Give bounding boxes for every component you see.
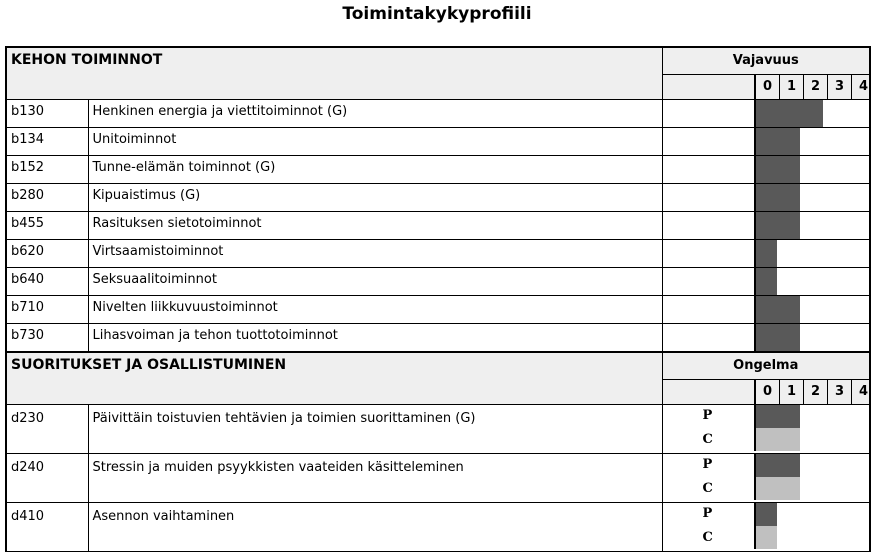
function-row — [6, 212, 870, 240]
bar-cell — [754, 454, 870, 503]
capacity-bar — [754, 526, 777, 549]
item-label: Virtsaamistoiminnot — [88, 240, 662, 268]
spacer-cell — [662, 324, 754, 353]
scale-number: 4 — [851, 380, 874, 404]
section-heading: KEHON TOIMINNOT — [6, 47, 662, 100]
page-title: Toimintakykyprofiili — [342, 4, 532, 24]
scale-number: 0 — [754, 380, 779, 404]
item-label: Rasituksen sietotoiminnot — [88, 212, 662, 240]
scale-number-group — [754, 75, 869, 99]
performance-label: P — [702, 506, 713, 521]
item-code: d240 — [6, 454, 88, 503]
item-label: Henkinen energia ja viettitoiminnot (G) — [88, 100, 662, 128]
function-row — [6, 324, 870, 353]
spacer-cell — [662, 296, 754, 324]
scale-number: 4 — [851, 75, 874, 99]
severity-bar — [754, 296, 800, 323]
item-label: Stressin ja muiden psyykkisten vaateiden käsitteleminen — [88, 454, 662, 503]
activity-row — [6, 454, 870, 503]
item-label: Seksuaalitoiminnot — [88, 268, 662, 296]
item-label: Päivittäin toistuvien tehtävien ja toimien suorittaminen (G) — [88, 405, 662, 454]
capacity-label: C — [702, 481, 713, 496]
item-code: b730 — [6, 324, 88, 353]
scale-label: Ongelma — [662, 352, 870, 380]
bar-cell — [754, 296, 870, 324]
scale-number: 1 — [779, 75, 803, 99]
pc-labels — [662, 503, 754, 552]
scale-numbers — [754, 380, 870, 405]
bar-cell — [754, 212, 870, 240]
scale-number: 2 — [803, 75, 827, 99]
scale-spacer — [662, 380, 754, 405]
bar-cell — [754, 156, 870, 184]
severity-bar — [754, 324, 800, 351]
bar-cell — [754, 503, 870, 552]
activity-row — [6, 405, 870, 454]
bar-cell — [754, 268, 870, 296]
bar-cell — [754, 240, 870, 268]
spacer-cell — [662, 268, 754, 296]
spacer-cell — [662, 184, 754, 212]
item-code: d410 — [6, 503, 88, 552]
item-code: b280 — [6, 184, 88, 212]
section-header-row — [6, 352, 870, 380]
item-code: b620 — [6, 240, 88, 268]
capacity-bar — [754, 428, 800, 451]
function-row — [6, 184, 870, 212]
item-code: b710 — [6, 296, 88, 324]
profile-table — [5, 46, 871, 552]
capacity-label: C — [702, 432, 713, 447]
section-heading: SUORITUKSET JA OSALLISTUMINEN — [6, 352, 662, 405]
scale-numbers — [754, 75, 870, 100]
item-code: b130 — [6, 100, 88, 128]
activity-row — [6, 503, 870, 552]
spacer-cell — [662, 100, 754, 128]
bar-cell — [754, 405, 870, 454]
pc-labels — [662, 454, 754, 503]
item-label: Lihasvoiman ja tehon tuottotoiminnot — [88, 324, 662, 353]
function-row — [6, 128, 870, 156]
spacer-cell — [662, 128, 754, 156]
spacer-cell — [662, 156, 754, 184]
performance-bar — [754, 454, 800, 477]
scale-number-group — [754, 380, 869, 404]
item-label: Kipuaistimus (G) — [88, 184, 662, 212]
spacer-cell — [662, 212, 754, 240]
scale-number: 2 — [803, 380, 827, 404]
item-code: b134 — [6, 128, 88, 156]
capacity-label: C — [702, 530, 713, 545]
severity-bar — [754, 212, 800, 239]
performance-label: P — [702, 408, 713, 423]
scale-label: Vajavuus — [662, 47, 870, 75]
function-row — [6, 156, 870, 184]
item-code: b455 — [6, 212, 88, 240]
scale-number: 3 — [827, 75, 851, 99]
severity-bar — [754, 100, 823, 127]
bar-cell — [754, 324, 870, 353]
severity-bar — [754, 268, 777, 295]
pc-labels — [662, 405, 754, 454]
function-row — [6, 296, 870, 324]
item-label: Asennon vaihtaminen — [88, 503, 662, 552]
severity-bar — [754, 128, 800, 155]
section-header-row — [6, 47, 870, 75]
item-code: b640 — [6, 268, 88, 296]
item-label: Unitoiminnot — [88, 128, 662, 156]
severity-bar — [754, 240, 777, 267]
scale-number: 1 — [779, 380, 803, 404]
bar-cell — [754, 128, 870, 156]
function-row — [6, 268, 870, 296]
scale-number: 3 — [827, 380, 851, 404]
performance-label: P — [702, 457, 713, 472]
item-label: Tunne-elämän toiminnot (G) — [88, 156, 662, 184]
function-row — [6, 240, 870, 268]
function-row — [6, 100, 870, 128]
severity-bar — [754, 184, 800, 211]
bar-cell — [754, 184, 870, 212]
scale-spacer — [662, 75, 754, 100]
scale-number: 0 — [754, 75, 779, 99]
spacer-cell — [662, 240, 754, 268]
item-code: d230 — [6, 405, 88, 454]
item-label: Nivelten liikkuvuustoiminnot — [88, 296, 662, 324]
severity-bar — [754, 156, 800, 183]
capacity-bar — [754, 477, 800, 500]
performance-bar — [754, 503, 777, 526]
bar-cell — [754, 100, 870, 128]
performance-bar — [754, 405, 800, 428]
item-code: b152 — [6, 156, 88, 184]
